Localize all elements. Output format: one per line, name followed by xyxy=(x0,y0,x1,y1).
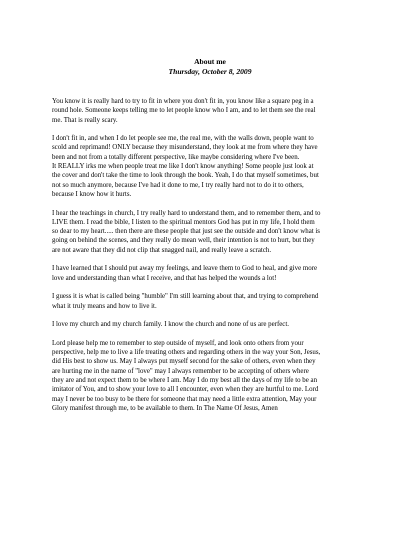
paragraph-6 xyxy=(52,320,378,329)
paragraph-2 xyxy=(52,134,378,199)
text-line: not so much anymore, because I've had it done to me, I try really hard not to do it to others, xyxy=(52,181,304,189)
text-line: I guess it is what is called being "humble" I'm still learning about that, and trying to comprehend xyxy=(52,293,319,301)
text-line: I have learned that I should put away my feelings, and leave them to God to heal, and give more xyxy=(52,265,318,273)
text-line: me. That is really scary. xyxy=(52,116,118,124)
text-line: Lord please help me to remember to step outside of myself, and look onto others from your xyxy=(52,339,304,347)
text-line: scold and reprimand! ONLY because they misunderstand, they look at me from where they have xyxy=(52,144,318,152)
text-line: imitator of You, and to show your love to all I encounter, even when they are hurtful to me. Lord xyxy=(52,386,319,394)
document-header xyxy=(0,57,420,77)
text-line: I love my church and my church family. I know the church and none of us are perfect. xyxy=(52,321,289,329)
text-line: are not aware that they did not clip that snagged nail, and really leave a scratch. xyxy=(52,246,272,254)
text-line: they are and not expect them to be where I am. May I do my best all the days of my life to be an xyxy=(52,376,318,384)
text-line: I hear the teachings in church, I try really hard to understand them, and to remember them, and to xyxy=(52,209,321,217)
paragraph-3 xyxy=(52,209,378,255)
text-line: going on behind the scenes, and they really do mean well, their intention is not to hurt, but they xyxy=(52,237,315,245)
text-line: did His best to show us. May I always put myself second for the sake of others, even when they xyxy=(52,358,316,366)
text-line: round hole. Someone keeps telling me to let people know who I am, and to let them see the real xyxy=(52,107,316,115)
text-line: LIVE them. I read the bible, I listen to the spiritual mentors God has put in my life, I hold them xyxy=(52,218,315,226)
paragraph-1 xyxy=(52,97,378,125)
text-line: love and understanding than what I receive, and that has helped the wounds a lot! xyxy=(52,274,277,282)
page-title: About me xyxy=(194,57,226,66)
text-line: It REALLY irks me when people treat me like I don't know anything! Some people just look at xyxy=(52,163,314,171)
text-line: the cover and don't take the time to look through the book. Yeah, I do that myself sometimes, but xyxy=(52,172,319,180)
document-body xyxy=(52,97,378,422)
text-line: You know it is really hard to try to fit in where you don't fit in, you know like a square peg in a xyxy=(52,98,314,105)
text-line: Glory manifest through me, to be available to them. In The Name Of Jesus, Amen xyxy=(52,404,278,412)
paragraph-7 xyxy=(52,339,378,413)
text-line: so dear to my heart..... then there are these people that just see the outside and don't know what is xyxy=(52,228,320,236)
post-date: Thursday, October 8, 2009 xyxy=(168,67,252,76)
text-line: what it truly means and how to live it. xyxy=(52,302,157,310)
text-line: because I know how it hurts. xyxy=(52,190,132,198)
text-line: are hurting me in the name of "love" may I always remember to be accepting of others where xyxy=(52,367,309,375)
text-line: been and not from a totally different perspective, like maybe considering where I've been. xyxy=(52,153,300,161)
paragraph-4 xyxy=(52,264,378,283)
text-line: I don't fit in, and when I do let people see me, the real me, with the walls down, people want to xyxy=(52,135,314,143)
paragraph-5 xyxy=(52,292,378,311)
text-line: may I never be too busy to be there for someone that may need a little extra attention, May your xyxy=(52,395,317,403)
text-line: perspective, help me to live a life treating others and regarding others in the way your Son, Jesus, xyxy=(52,349,321,357)
